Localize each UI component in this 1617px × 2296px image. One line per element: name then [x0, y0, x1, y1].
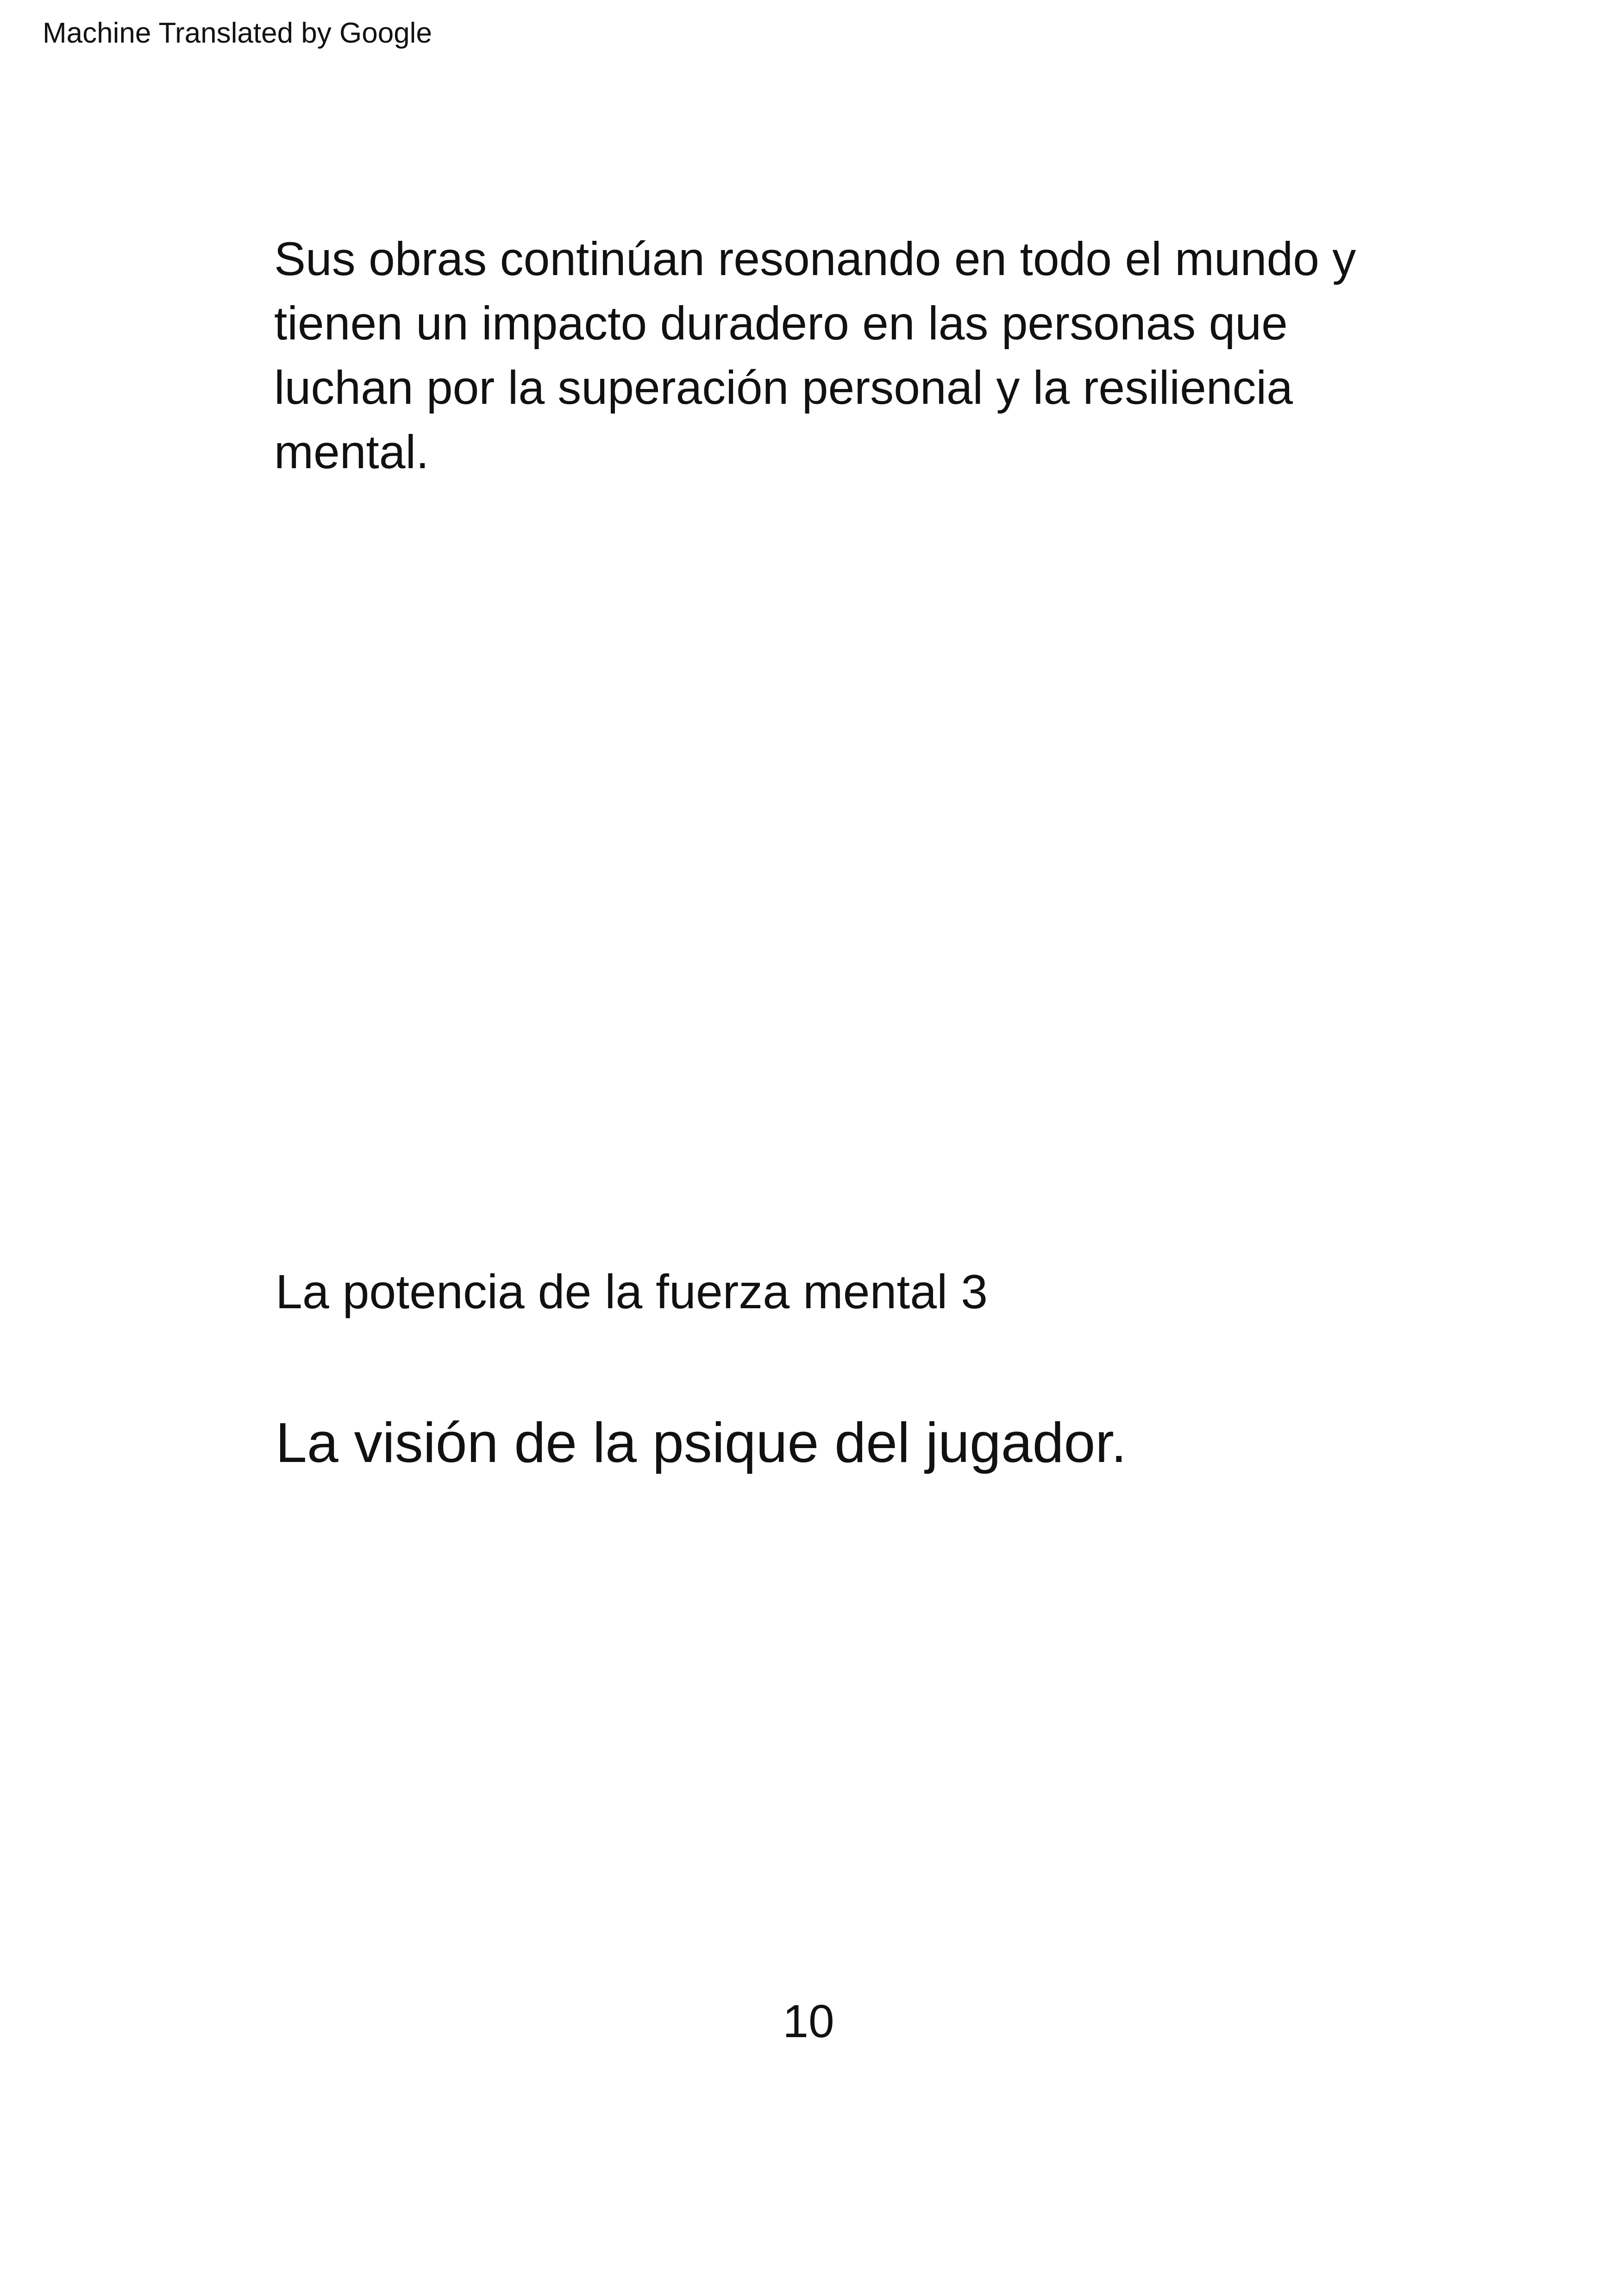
paragraph-line: Sus obras continúan resonando en todo el mundo y — [274, 232, 1356, 285]
paragraph-line: luchan por la superación personal y la resiliencia — [274, 361, 1293, 414]
machine-translation-banner: Machine Translated by Google — [43, 17, 432, 49]
page-number: 10 — [783, 1995, 834, 2047]
section-title: La visión de la psique del jugador. — [276, 1411, 1127, 1474]
paragraph-line: mental. — [274, 426, 429, 478]
running-title: La potencia de la fuerza mental 3 — [276, 1265, 988, 1319]
body-paragraph — [274, 227, 1356, 484]
paragraph-line: tienen un impacto duradero en las personas que — [274, 297, 1288, 350]
